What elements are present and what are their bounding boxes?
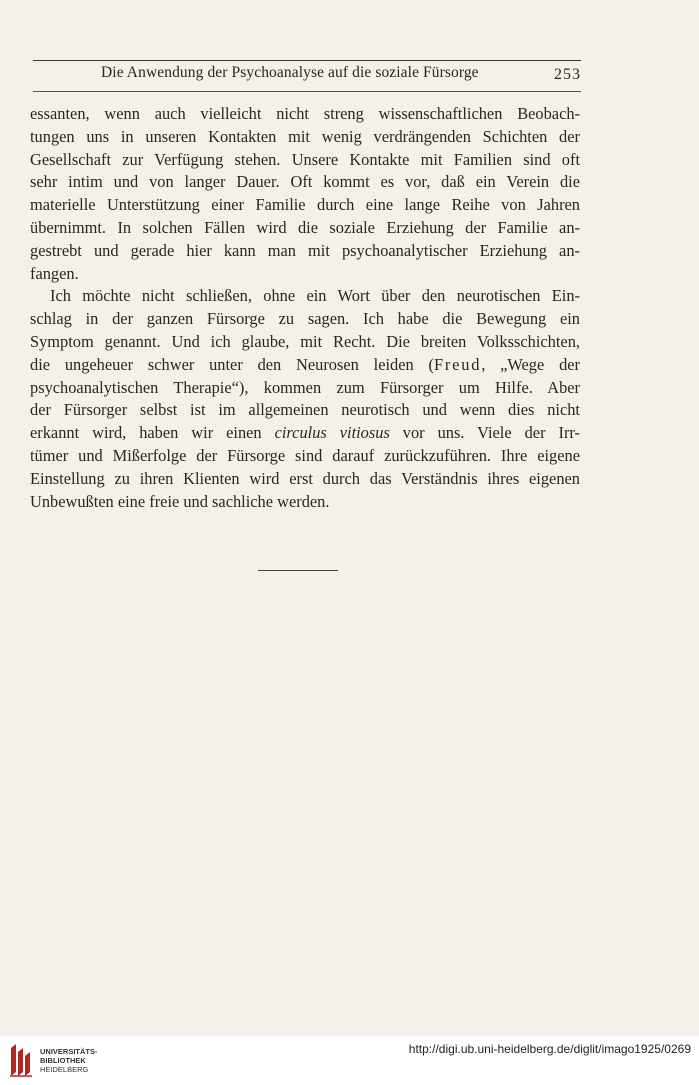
text-line: Einstellung zu ihren Klienten wird erst durch das Verständnis ihres eigenen [30, 468, 580, 488]
author-name-spaced: Freud [433, 354, 482, 374]
library-name [40, 1047, 98, 1074]
source-url-link[interactable]: http://digi.ub.uni-heidelberg.de/diglit/imago1925/0269 [408, 1042, 691, 1056]
text-line: tungen uns in unseren Kontakten mit wenig verdrängenden Schichten der [30, 126, 580, 146]
running-title: Die Anwendung der Psychoanalyse auf die soziale Fürsorge [101, 64, 479, 81]
library-name-line: UNIVERSITÄTS- [40, 1047, 98, 1056]
digitization-footer [0, 1036, 699, 1085]
text-fragment: , „Wege der [481, 354, 581, 374]
text-line: schlag in der ganzen Fürsorge zu sagen. Ich habe die Bewegung ein [30, 309, 580, 329]
running-head [33, 64, 581, 88]
header-top-rule [33, 60, 581, 61]
text-line-with-author [30, 354, 580, 377]
text-line: psychoanalytischen Therapie“), kommen zum Fürsorger um Hilfe. Aber [30, 377, 580, 397]
text-line: Symptom genannt. Und ich glaube, mit Recht. Die breiten Volksschichten, [30, 331, 580, 351]
text-line: der Fürsorger selbst ist im allgemeinen neurotisch und wenn dies nicht [30, 400, 580, 420]
text-line: tümer und Mißerfolge der Fürsorge sind darauf zurückzuführen. Ihre eigene [30, 445, 580, 465]
text-line: essanten, wenn auch vielleicht nicht streng wissenschaftlichen Beobach- [30, 104, 580, 123]
text-fragment: vor uns. Viele der Irr- [389, 423, 580, 443]
library-city: HEIDELBERG [40, 1065, 89, 1074]
text-line: fangen. [30, 263, 79, 283]
text-line: Ich möchte nicht schließen, ohne ein Wort über den neurotischen Ein- [50, 286, 580, 306]
library-name-line: BIBLIOTHEK [40, 1056, 86, 1065]
text-line: übernimmt. In solchen Fällen wird die soziale Erziehung der Familie an- [30, 217, 580, 237]
text-fragment: die ungeheuer schwer unter den Neurosen leiden ( [30, 354, 434, 374]
body-text [30, 103, 580, 513]
header-bottom-rule [33, 91, 581, 92]
section-end-rule [258, 570, 338, 571]
library-logo-icon[interactable] [8, 1042, 34, 1078]
text-line: gestrebt und gerade hier kann man mit psychoanalytischer Erziehung an- [30, 240, 580, 260]
text-line: Unbewußten eine freie und sachliche werden. [30, 491, 330, 511]
text-line: Gesellschaft zur Verfügung stehen. Unsere Kontakte mit Familien sind oft [30, 149, 580, 169]
text-line: sehr intim und von langer Dauer. Oft kommt es vor, daß ein Verein die [30, 172, 580, 192]
text-fragment: erkannt wird, haben wir einen [30, 423, 275, 443]
page-number: 253 [554, 66, 581, 83]
text-line-with-italic [30, 422, 580, 445]
latin-phrase-italic: circulus vitiosus [274, 423, 390, 443]
text-line: materielle Unterstützung einer Familie durch eine lange Reihe von Jahren [30, 195, 580, 215]
